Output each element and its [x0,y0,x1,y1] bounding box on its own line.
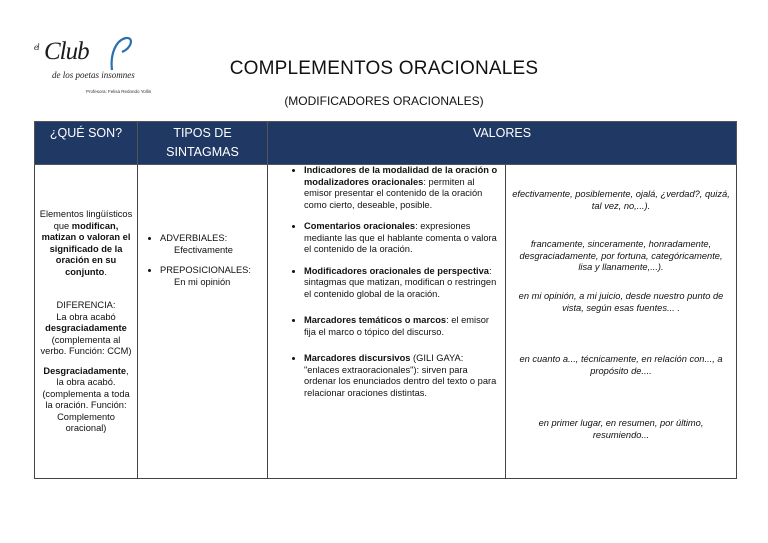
diferencia-text: DIFERENCIA: La obra acabó desgraciadamente (complementa al verbo. Función: CCM) [40,300,132,356]
page-subtitle: (MODIFICADORES ORACIONALES) [284,94,484,108]
logo-poetas-text: de los poetas insomnes [52,70,135,80]
definition-text: Elementos lingüísticos que modifican, matizan o valoran el significado de la oración en su conjunto. [39,209,133,277]
examples-text: francamente, sinceramente, honradamente, desgraciadamente, por fortuna, categóricamente, lisa y llanamente,...). [519,239,723,272]
examples-text: en cuanto a..., técnicamente, en relación con..., a propósito de.... [519,354,723,376]
cell-tipos [138,165,268,479]
logo-club-text: el Club [34,38,89,65]
header-que-son: ¿QUÉ SON? [35,122,138,165]
cell-que-son [35,165,138,479]
list-item: • PREPOSICIONALES: En mi opinión [160,265,267,288]
examples-text: efectivamente, posiblemente, ojalá, ¿verdad?, quizá, tal vez, no,...). [512,189,730,211]
list-item: • Comentarios oracionales: expresiones mediante las que el hablante comenta o valora el contenido de la oración. [304,221,499,256]
header-valores: VALORES [268,122,737,165]
list-item: • Marcadores discursivos (GILI GAYA: "enlaces extraoracionales"): sirven para ordenar los enunciados dentro del texto o para relacionar oraciones distintas. [304,353,499,399]
cell-valores-ejemplos [506,165,737,479]
list-item: • Modificadores oracionales de perspectiva: sintagmas que matizan, modifican o restringen el contenido global de la oración. [304,266,499,301]
complementos-table [34,121,737,479]
list-item: • ADVERBIALES: Efectivamente [160,233,267,256]
examples-text: en primer lugar, en resumen, por último, resumiendo... [538,418,704,440]
cell-valores-descripcion [268,165,506,479]
list-item: • Marcadores temáticos o marcos: el emisor fija el marco o tópico del discurso. [304,315,499,338]
table-body-row [35,165,737,479]
list-item: • Indicadores de la modalidad de la oración o modalizadores oracionales: permiten al emisor presentar el contenido de la oración como cierto, deseable, posible. [304,165,499,211]
header-tipos: TIPOS DE SINTAGMAS [138,122,268,165]
logo-professor-text: Profesora: Felisa Redondo Yollin [86,89,152,94]
table-header-row [35,122,737,165]
page-title: COMPLEMENTOS ORACIONALES [229,58,539,79]
example-text: Desgraciadamente, la obra acabó. (complementa a toda la oración. Función: Complemento oracional) [42,365,130,433]
examples-text: en mi opinión, a mi juicio, desde nuestro punto de vista, según esas fuentes... . [518,291,724,313]
